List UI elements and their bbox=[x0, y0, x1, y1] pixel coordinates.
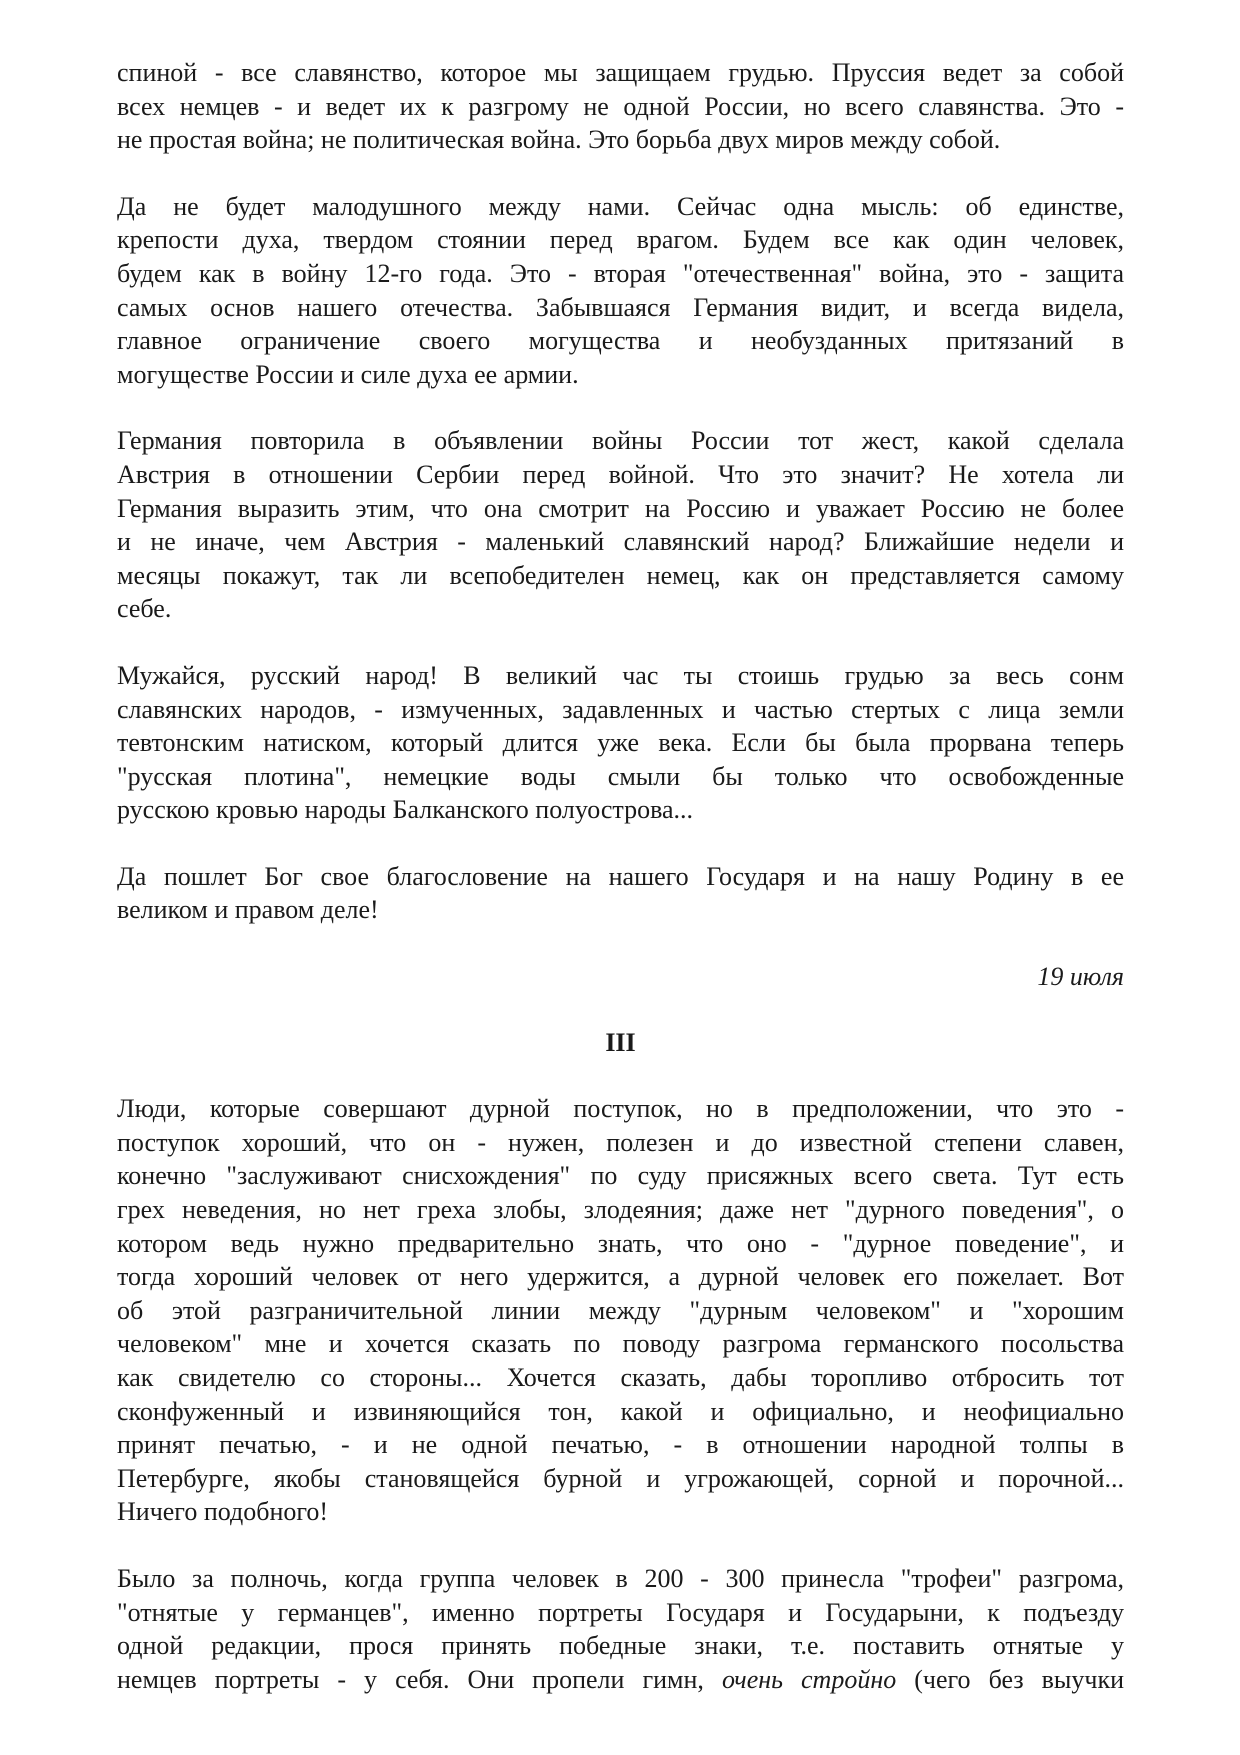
text-line: Мужайся, русский народ! В великий час ты стоишь грудью за весь сонм bbox=[117, 660, 1124, 690]
italic-emphasis: очень стройно bbox=[721, 1664, 897, 1694]
text-line: тевтонским натиском, который длится уже века. Если бы была прорвана теперь bbox=[117, 728, 1124, 758]
text-line: принят печатью, - и не одной печатью, - в отношении народной толпы в bbox=[117, 1430, 1124, 1460]
text-line: славянских народов, - измученных, задавленных и частью стертых с лица земли bbox=[117, 694, 1124, 724]
paragraph bbox=[117, 659, 1124, 827]
text-line: всех немцев - и ведет их к разгрому не одной России, но всего славянства. Это - bbox=[117, 91, 1124, 121]
paragraph bbox=[117, 1562, 1124, 1696]
document-page bbox=[117, 56, 1124, 1729]
text-fragment: немцев портреты - у себя. Они пропели гимн, bbox=[117, 1664, 722, 1694]
text-line: себе. bbox=[117, 594, 172, 624]
date-line: 19 июля bbox=[1037, 962, 1124, 992]
text-fragment: (чего без выучки bbox=[896, 1664, 1125, 1694]
text-line: одной редакции, прося принять победные знаки, т.е. поставить отнятые у bbox=[117, 1631, 1124, 1661]
paragraph bbox=[117, 1092, 1124, 1529]
text-line bbox=[117, 1663, 1124, 1697]
text-line: Петербурге, якобы становящейся бурной и угрожающей, сорной и порочной... bbox=[117, 1463, 1124, 1493]
text-line: могуществе России и силе духа ее армии. bbox=[117, 359, 579, 389]
text-line: и не иначе, чем Австрия - маленький славянский народ? Ближайшие недели и bbox=[117, 527, 1124, 557]
paragraph bbox=[117, 424, 1124, 626]
text-line: Ничего подобного! bbox=[117, 1497, 329, 1527]
section-heading: III bbox=[605, 1027, 636, 1057]
text-line: Да пошлет Бог свое благословение на нашего Государя и на нашу Родину в ее bbox=[117, 861, 1124, 891]
text-line: котором ведь нужно предварительно знать, что оно - "дурное поведение", и bbox=[117, 1228, 1124, 1258]
text-line: Германия выразить этим, что она смотрит на Россию и уважает Россию не более bbox=[117, 493, 1124, 523]
text-line: "отнятые у германцев", именно портреты Государя и Государыни, к подъезду bbox=[117, 1597, 1124, 1627]
text-line: сконфуженный и извиняющийся тон, какой и официально, и неофициально bbox=[117, 1396, 1124, 1426]
text-line: конечно "заслуживают снисхождения" по суду присяжных всего света. Тут есть bbox=[117, 1161, 1124, 1191]
text-line: месяцы покажут, так ли всепобедителен немец, как он представляется самому bbox=[117, 560, 1124, 590]
text-line: человеком" мне и хочется сказать по поводу разгрома германского посольства bbox=[117, 1329, 1124, 1359]
text-body-part-1 bbox=[117, 56, 1124, 927]
text-line: Люди, которые совершают дурной поступок, но в предположении, что это - bbox=[117, 1094, 1124, 1124]
text-line: как свидетелю со стороны... Хочется сказать, дабы торопливо отбросить тот bbox=[117, 1363, 1124, 1392]
paragraph bbox=[117, 56, 1124, 157]
text-line: Германия повторила в объявлении войны России тот жест, какой сделала bbox=[117, 426, 1124, 456]
text-line: грех неведения, но нет греха злобы, злодеяния; даже нет "дурного поведения", о bbox=[117, 1195, 1124, 1225]
text-line: "русская плотина", немецкие воды смыли бы только что освобожденные bbox=[117, 761, 1124, 791]
text-line: главное ограничение своего могущества и необузданных притязаний в bbox=[117, 326, 1124, 356]
text-line: Да не будет малодушного между нами. Сейчас одна мысль: об единстве, bbox=[117, 191, 1124, 221]
text-line: самых основ нашего отечества. Забывшаяся Германия видит, и всегда видела, bbox=[117, 292, 1124, 322]
text-line: будем как в войну 12-го года. Это - вторая "отечественная" война, это - защита bbox=[117, 258, 1124, 288]
text-line: русскою кровью народы Балканского полуострова... bbox=[117, 795, 694, 825]
text-line: тогда хороший человек от него удержится, а дурной человек его пожелает. Вот bbox=[117, 1262, 1124, 1292]
text-line: об этой разграничительной линии между "дурным человеком" и "хорошим bbox=[117, 1295, 1124, 1325]
text-line: поступок хороший, что он - нужен, полезен и до известной степени славен, bbox=[117, 1127, 1124, 1157]
text-body-part-2 bbox=[117, 1092, 1124, 1696]
text-line: Австрия в отношении Сербии перед войной. Что это значит? Не хотела ли bbox=[117, 459, 1124, 489]
text-line: Было за полночь, когда группа человек в 200 - 300 принесла "трофеи" разгрома, bbox=[117, 1563, 1124, 1593]
text-line: спиной - все славянство, которое мы защищаем грудью. Пруссия ведет за собой bbox=[117, 58, 1124, 87]
text-line: не простая война; не политическая война. Это борьба двух миров между собой. bbox=[117, 125, 1001, 155]
text-line: великом и правом деле! bbox=[117, 895, 379, 925]
text-line: крепости духа, твердом стоянии перед врагом. Будем все как один человек, bbox=[117, 225, 1124, 255]
paragraph bbox=[117, 190, 1124, 392]
paragraph bbox=[117, 860, 1124, 927]
